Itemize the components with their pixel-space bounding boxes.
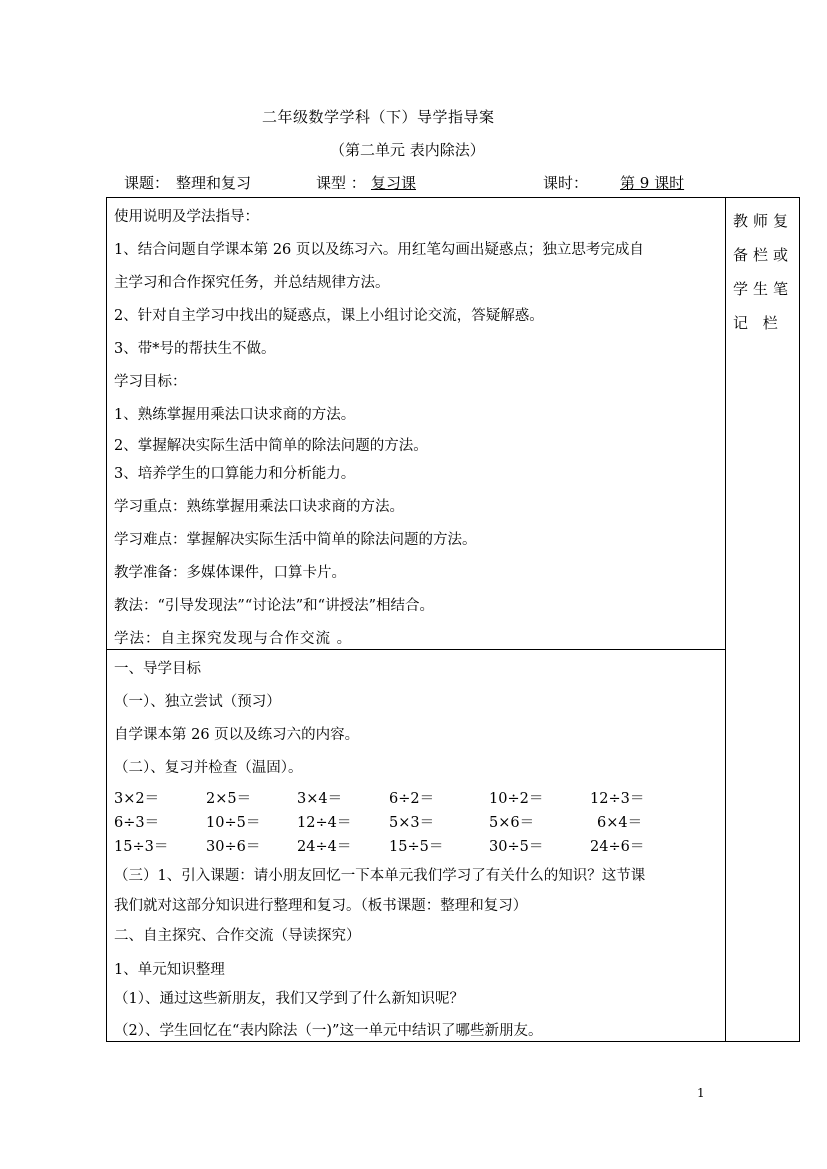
guide-line: 1、熟练掌握用乘法口诀求商的方法。: [114, 407, 356, 423]
guide-line: 学习目标：: [114, 374, 187, 390]
section-line: （1）、通过这些新朋友，我们又学到了什么新知识呢？: [114, 991, 464, 1007]
sidebar-line: 记 栏: [733, 314, 783, 332]
math-cell: 24÷4＝: [297, 839, 352, 855]
section-line: （一）、独立尝试（预习）: [114, 694, 281, 710]
type-value: 复习课: [371, 174, 417, 192]
section-line: （二）、复习并检查（温固）。: [114, 760, 303, 776]
math-cell: 6×4＝: [597, 815, 643, 831]
period-label: 课时：: [543, 174, 589, 192]
guide-line: 使用说明及学法指导：: [114, 209, 259, 225]
math-cell: 5×6＝: [489, 815, 535, 831]
math-cell: 15÷5＝: [389, 839, 444, 855]
section-divider: [106, 649, 726, 650]
guide-line: 1、结合问题自学课本第 26 页以及练习六。用红笔勾画出疑惑点；独立思考完成自: [114, 242, 644, 258]
topic-label: 课题：: [124, 174, 170, 192]
sidebar-line: 备栏或: [733, 246, 794, 264]
math-row: [0, 787, 827, 807]
math-cell: 3×4＝: [297, 791, 343, 807]
sidebar-notes: [733, 204, 795, 340]
math-cell: 6÷3＝: [114, 815, 160, 831]
type-label: 课型 ：: [316, 174, 366, 192]
topic-value: 整理和复习: [176, 174, 252, 192]
guide-line: 3、带*号的帮扶生不做。: [114, 341, 276, 357]
page-number: 1: [697, 1086, 705, 1100]
math-cell: 10÷5＝: [206, 815, 261, 831]
period-value: 第 9 课时: [620, 174, 685, 192]
math-cell: 12÷3＝: [590, 791, 645, 807]
math-cell: 15÷3＝: [114, 839, 169, 855]
guide-line: 学法：自主探究发现与合作交流 。: [114, 631, 353, 647]
section-line: 1、单元知识整理: [114, 962, 225, 978]
math-cell: 5×3＝: [389, 815, 435, 831]
section-line: （2）、学生回忆在“表内除法（一)”这一单元中结识了哪些新朋友。: [114, 1023, 543, 1039]
guide-line: 教法：“引导发现法”“讨论法”和“讲授法”相结合。: [114, 598, 434, 614]
math-cell: 24÷6＝: [590, 839, 645, 855]
math-row: [0, 811, 827, 831]
guide-line: 2、针对自主学习中找出的疑惑点，课上小组讨论交流，答疑解惑。: [114, 308, 544, 324]
guide-line: 学习重点：熟练掌握用乘法口诀求商的方法。: [114, 499, 404, 515]
math-cell: 3×2＝: [114, 791, 160, 807]
math-row: [0, 835, 827, 855]
section-line: 我们就对这部分知识进行整理和复习。（板书课题：整理和复习）: [114, 898, 528, 914]
math-cell: 6÷2＝: [389, 791, 435, 807]
page-subtitle: （第二单元 表内除法）: [330, 141, 485, 159]
guide-line: 学习难点：掌握解决实际生活中简单的除法问题的方法。: [114, 532, 477, 548]
sidebar-line: 教师复: [733, 212, 794, 230]
guide-line: 教学准备：多媒体课件，口算卡片。: [114, 565, 346, 581]
page-title: 二年级数学学科（下）导学指导案: [262, 108, 495, 126]
math-cell: 12÷4＝: [297, 815, 352, 831]
section-line: 自学课本第 26 页以及练习六的内容。: [114, 727, 360, 743]
sidebar-line: 学生笔: [733, 280, 794, 298]
math-cell: 30÷5＝: [489, 839, 544, 855]
sidebar-divider: [725, 197, 726, 1042]
guide-line: 3、培养学生的口算能力和分析能力。: [114, 466, 356, 482]
guide-line: 主学习和合作探究任务，并总结规律方法。: [114, 275, 390, 291]
guide-line: 2、掌握解决实际生活中简单的除法问题的方法。: [114, 438, 428, 454]
section-line: 二、自主探究、合作交流（导读探究）: [114, 928, 361, 944]
math-cell: 30÷6＝: [206, 839, 261, 855]
lesson-meta: [0, 172, 827, 194]
math-cell: 2×5＝: [206, 791, 252, 807]
section-line: （三）1、引入课题：请小朋友回忆一下本单元我们学习了有关什么的知识？这节课: [114, 868, 646, 884]
section-line: 一、导学目标: [114, 661, 201, 677]
math-cell: 10÷2＝: [489, 791, 544, 807]
